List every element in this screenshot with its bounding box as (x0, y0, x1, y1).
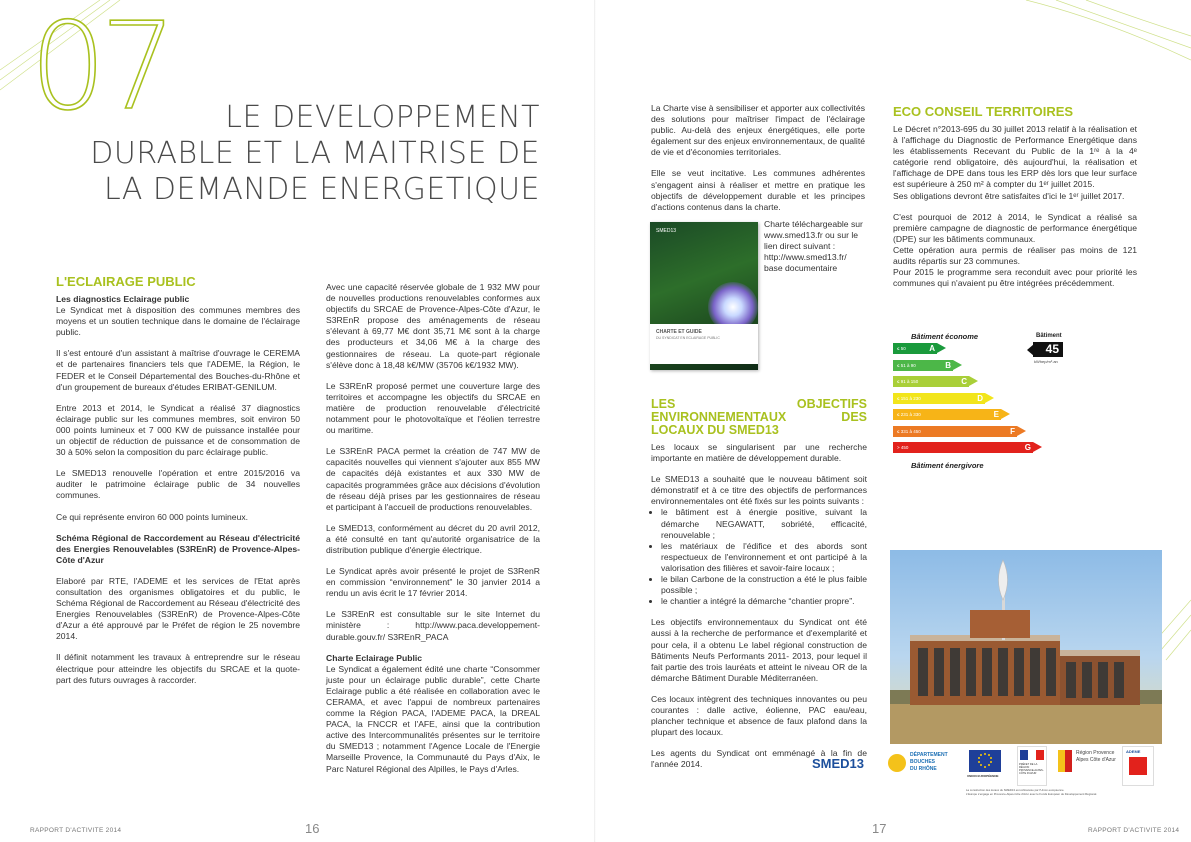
title-line-1: LE DEVELOPPEMENT (225, 100, 540, 135)
list-item: • le chantier a intégré la démarche “chantier propre”. (661, 596, 867, 607)
paragraph: Pour 2015 le programme sera reconduit avec pour priorité les communes qui n'avaient pu être intégrées précédemment. (893, 267, 1137, 289)
smed13-logo: SMED13 (812, 756, 865, 771)
paragraph: Le Syndicat après avoir présenté le projet de S3RenR en commission “environnement” le 30 janvier 2014 a rendu un avis écrit le 17 février 2014. (326, 566, 540, 599)
dept-line-1: DÉPARTEMENT (910, 752, 948, 758)
dpe-bar-a (893, 343, 937, 354)
bouches-du-rhone-logo-icon (888, 754, 906, 772)
paragraph: Le SMED13 a souhaité que le nouveau bâtiment soit démonstratif et à ce titre des objectifs de performances environnementales ont été fixés sur les points suivants : (651, 474, 867, 507)
folio: RAPPORT D'ACTIVITE 2014 (1088, 827, 1180, 834)
charter-cover-image (650, 222, 758, 370)
dpe-bar-range: ≤ 331 à 450 (897, 428, 921, 434)
section-heading: LES OBJECTIFS ENVIRONNEMENTAUX DES LOCAUX DU SMED13 (651, 397, 867, 437)
chapter-title (70, 100, 540, 208)
prefet-label: PRÉFET DE LA RÉGION PROVENCE-ALPES-CÔTE D'AZUR (1019, 763, 1044, 775)
dpe-bar-tip (969, 376, 978, 386)
left-column-1 (56, 275, 300, 696)
paragraph: La Charte vise à sensibiliser et apporter aux collectivités des solutions pour maîtriser l'impact de l'éclairage public. Au-delà des enjeux énergétiques, elle porte également sur des enjeux environnementaux, de qualité de vie et d'économies territoriales. (651, 103, 865, 158)
dpe-bar-tip (937, 343, 946, 353)
dpe-bar-tip (985, 393, 994, 403)
dpe-indicator-label: Bâtiment (1036, 333, 1062, 339)
left-page (0, 0, 595, 842)
cover-title-band (650, 324, 758, 364)
paragraph: Entre 2013 et 2014, le Syndicat a réalisé 37 diagnostics éclairage public sur les communes membres, soit environ 50 000 points lumineux et 7 000 KW de puissance installée pour un objectif de réduction de puissance et de consommation de 30 à 50% selon la composition du parc éclairage public. (56, 402, 300, 458)
dpe-bar-range: ≤ 51 à 90 (897, 362, 916, 368)
dpe-bar-tip (1017, 426, 1026, 436)
dpe-bar-d (893, 393, 985, 404)
page-number: 16 (305, 821, 320, 836)
left-column-2 (326, 282, 540, 785)
chapter-number: 07 (30, 0, 171, 137)
paragraph: Les objectifs environnementaux du Syndicat ont été aussi à la recherche de performance et d'exemplarité et pour cela, il a obtenu Le label régional construction de Bâtiments Neufs Performants 2011- 2013, pour lequel il fait partie des trois lauréats et atteint le niveau OR de la démarche Bâtiment Durable Méditerranéen. (651, 617, 867, 683)
paragraph: Avec une capacité réservée globale de 1 932 MW pour de nouvelles productions renouvelables conformes aux objectifs du SRCAE de Provence-Alpes-Côte d'Azur, le S3REnR propose des aménagements de réseau s'élevant à 69,77 M€ dont 35,71 M€ sont à la charge des producteurs et 34,06 M€ à la charge des gestionnaires de réseau. La quote-part régionale s'élève donc à 18,48 k€/MW (35706 k€/1932 MW). (326, 282, 540, 370)
paragraph: Le S3REnR est consultable sur le site Internet du ministère : http://www.paca.developpement-durable.gouv.fr/ S3REnR_PACA (326, 609, 540, 642)
dpe-bar-letter: D (977, 393, 983, 403)
dpe-bar-tip (953, 360, 962, 370)
dpe-bar-f (893, 426, 1017, 437)
building-photo (890, 550, 1162, 744)
paragraph: Le S3REnR proposé permet une couverture large des territoires et accompagne les objectifs du SRCAE en matière de production renouvelable d'électricité notamment pour le photovoltaïque et l'éolien terrestre ou maritime. (326, 380, 540, 436)
dpe-bar-letter: B (945, 360, 951, 370)
subheading: Schéma Régional de Raccordement au Réseau d'électricité des Energies Renouvelables (S3REnR) de Provence-Alpes-Côte d'Azur (56, 532, 300, 565)
title-line-2: DURABLE ET LA MAITRISE DE (90, 136, 540, 171)
dpe-bar-range: ≤ 50 (897, 346, 906, 351)
cover-caption: Charte téléchargeable sur www.smed13.fr ou sur le lien direct suivant : http://www.smed13.fr/ base documentaire (764, 219, 863, 274)
dpe-energy-label (893, 330, 1073, 470)
dpe-top-label: Bâtiment économe (911, 332, 979, 341)
dpe-unit: kWhep/m².an (1034, 359, 1058, 364)
eu-flag-icon (969, 750, 1001, 772)
dpe-bar-tip (1001, 409, 1010, 419)
dpe-bar-letter: F (1010, 426, 1015, 436)
region-logo: Région Provence Alpes Côte d'Azur (1076, 750, 1116, 763)
building-illustration (890, 550, 1162, 744)
paragraph: Les agents du Syndicat ont emménagé à la fin de l'année 2014. (651, 748, 867, 770)
dpe-bottom-label: Bâtiment énergivore (911, 461, 984, 470)
section-heading: ECO CONSEIL TERRITOIRES (893, 104, 1074, 119)
paragraph: Ce qui représente environ 60 000 points lumineux. (56, 511, 249, 522)
list-item: • le bâtiment est à énergie positive, suivant la démarche NEGAWATT, sobriété, efficacité, renouvelable ; (661, 507, 867, 540)
dpe-bar-range: > 450 (897, 445, 909, 450)
cover-subtitle: DU SYNDICAT EN ECLAIRAGE PUBLIC (656, 336, 720, 340)
paragraph: Elle se veut incitative. Les communes adhérentes s'engagent ainsi à réaliser et mettre en pratique les objectifs de développement durable et les principes d'actions contenus dans la charte. (651, 168, 865, 212)
dpe-bar-g (893, 442, 1033, 453)
right-column-1-lower (651, 398, 867, 780)
paragraph: Ces locaux intègrent des techniques innovantes ou peu courantes : dalle active, éolienne, PAC eau/eau, plancher technique et absence de faux plafond dans la plupart des locaux. (651, 693, 867, 738)
subheading: Charte Eclairage Public (326, 652, 422, 663)
paragraph: Elaboré par RTE, l'ADEME et les services de l'Etat après consultation des organismes obligatoires et du public, le Schéma Régional de Raccordement au Réseau d'électricité des Energies Renouvelables (S3REnR) de Provence-Alpes-Côte d'Azur a été approuvé par le Préfet de région le 25 novembre 2014. (56, 575, 300, 642)
dpe-bar-c (893, 376, 969, 387)
dpe-indicator-value: 45 (1033, 342, 1063, 357)
paragraph: Le S3REnR PACA permet la création de 747 MW de capacités nouvelles qui viennent s'ajouter aux 855 MW de capacités déjà existantes et aux 330 MW de capacités programmées grâce aux décisions d'évolution de réseau déjà prises par les gestionnaires de réseau et participant à l'accueil de productions renouvelables. (326, 446, 540, 512)
section-heading: L'ECLAIRAGE PUBLIC (56, 274, 196, 289)
partner-logos (812, 746, 1172, 796)
dpe-bar-letter: G (1024, 443, 1031, 452)
paragraph: Il définit notamment les travaux à entreprendre sur le réseau électrique pour atteindre les objectifs du SRCAE et la quote-part des futurs ouvrages à raccorder. (56, 652, 300, 685)
subheading: Les diagnostics Eclairage public (56, 294, 190, 304)
dpe-indicator-arrow (1027, 344, 1034, 356)
paragraph: Le Syndicat met à disposition des communes membres des moyens et un soutien technique dans le domaine de l'éclairage public. (56, 305, 300, 338)
paragraph: Le SMED13, conformément au décret du 20 avril 2012, a été consulté en tant qu'autorité organisatrice de la distribution publique d'énergie électrique. (326, 522, 540, 555)
objectives-list (651, 507, 867, 607)
cofinancing-credits (966, 788, 1176, 796)
paragraph: Le Décret n°2013-695 du 30 juillet 2013 relatif à la réalisation et à l'affichage du Diagnostic de Performance Energétique dans les établissements Recevant du Public de la 1ʳᵉ à la 4ᵉ catégorie rend obligatoire, dès aujourd'hui, la réalisation et l'affichage de DPE dans tous les ERP dès lors que leur surface est supérieure à 250 m² à compter du 1ᵉʳ juillet 2015. (893, 124, 1137, 190)
dpe-bar-b (893, 360, 953, 371)
list-item: • les matériaux de l'édifice et des abords sont respectueux de l'environnement et ont participé à la valorisation des filières et savoir-faire locaux ; (661, 541, 867, 574)
prefet-logo (1017, 746, 1047, 786)
credit-line-1: La construction des locaux du SMED13 est cofinancée par l'Union européenne. (966, 788, 1065, 792)
region-logo-icon (1058, 750, 1072, 772)
page-number: 17 (872, 821, 887, 836)
title-line-3: LA DEMANDE ENERGETIQUE (103, 172, 540, 207)
dpe-bar-letter: C (961, 377, 967, 386)
paragraph: Le Syndicat a également édité une charte “Consommer juste pour un éclairage public durable”, cette Charte Eclairage public a été réalisée en collaboration avec le CERAMA, et avec l'appui de nombreux partenaires comme la Région PACA, l'ADEME PACA, la DREAL PACA, la FNCCR et l'AFE, ainsi que la contribution active des Intercommunalités présentes sur le territoire du SMED13 ; notamment l'Agence Locale de l'Energie Marseille Provence, la Communauté du Pays d'Aix, le Parc Naturel Régional des Alpilles, le Pays d'Arles. (326, 663, 540, 774)
dept-line-3: DU RHÔNE (910, 766, 937, 772)
dpe-bar-range: ≤ 91 à 150 (897, 379, 919, 384)
credit-line-2: L'Europe s'engage en Provence-Alpes-Côte d'Azur avec le Fonds Européen de Développement Régional. (966, 792, 1097, 796)
dpe-bar-letter: E (993, 410, 999, 419)
ademe-label: ADEME (1126, 749, 1141, 754)
right-column-1 (651, 103, 865, 223)
paragraph: Cette opération aura permis de réaliser pas moins de 121 audits répartis sur 23 communes. (893, 244, 1137, 267)
dept-line-2: BOUCHES (910, 759, 936, 765)
eu-label: UNION EUROPÉENNE (967, 774, 999, 778)
dpe-bar-e (893, 409, 1001, 420)
cover-logo: SMED13 (656, 228, 677, 234)
bouches-du-rhone-logo (910, 752, 948, 773)
cover-title: CHARTE ET GUIDE (656, 329, 702, 335)
dpe-bar-letter: A (929, 344, 935, 353)
dpe-bar-tip (1033, 442, 1042, 452)
list-item: • le bilan Carbone de la construction a été le plus faible possible ; (661, 574, 867, 596)
paragraph: Le SMED13 renouvelle l'opération et entre 2015/2016 va auditer le patrimoine éclairage public de 34 nouvelles communes. (56, 468, 300, 501)
folio: RAPPORT D'ACTIVITE 2014 (30, 827, 122, 834)
paragraph: Les locaux se singularisent par une recherche importante en matière de développement durable. (651, 442, 867, 464)
right-column-2 (893, 105, 1137, 299)
ademe-logo (1122, 746, 1154, 786)
paragraph: Ses obligations devront être satisfaites d'ici le 1ᵉʳ juillet 2017. (893, 190, 1125, 201)
paragraph: Il s'est entouré d'un assistant à maîtrise d'ouvrage le CEREMA et de partenaires financiers tels que l'ADEME, la Région, le FEDER et le Conseil Départemental des Bouches-du-Rhône et d'un groupement de bureaux d'études ERIBAT-GENILUM. (56, 348, 300, 392)
dpe-bar-range: ≤ 151 à 230 (897, 395, 921, 401)
paragraph: C'est pourquoi de 2012 à 2014, le Syndicat a réalisé sa première campagne de diagnostic de performance énergétique (DPE) sur les bâtiments communaux. (893, 211, 1137, 244)
dpe-bar-range: ≤ 231 à 330 (897, 412, 921, 417)
